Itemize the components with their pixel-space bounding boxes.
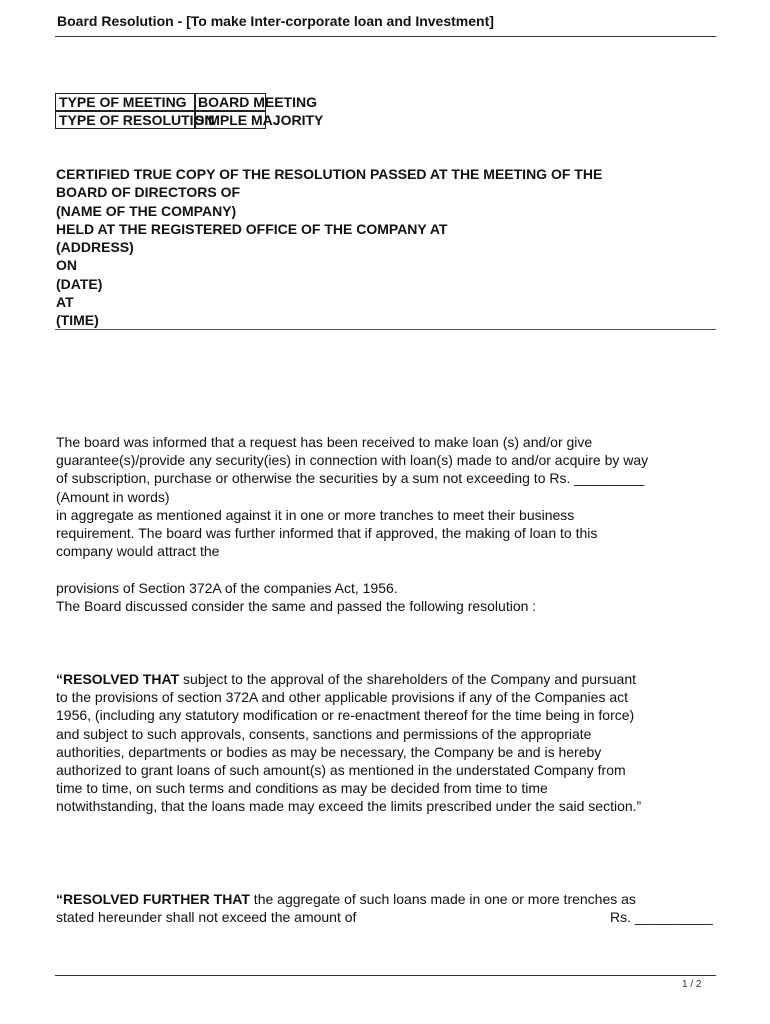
resolution-type-value: SIMPLE MAJORITY xyxy=(195,112,324,128)
paragraph-line: notwithstanding, that the loans made may exceed the limits prescribed under the said section.” xyxy=(56,798,642,815)
section-divider xyxy=(55,329,716,330)
certified-line: ON xyxy=(56,257,77,274)
date-placeholder: (DATE) xyxy=(56,275,103,292)
page-number: 1 / 2 xyxy=(682,979,702,990)
paragraph-line: in aggregate as mentioned against it in one or more tranches to meet their business xyxy=(56,506,575,523)
paragraph-line: to the provisions of section 372A and other applicable provisions if any of the Companies act xyxy=(56,689,629,706)
paragraph-line: of subscription, purchase or otherwise the securities by a sum not exceeding to Rs. _________ xyxy=(56,470,645,487)
amount-in-words-placeholder: (Amount in words) xyxy=(56,488,170,505)
paragraph-line: company would attract the xyxy=(56,543,220,560)
company-name-placeholder: (NAME OF THE COMPANY) xyxy=(56,202,237,219)
paragraph-line xyxy=(56,890,721,908)
meeting-type-value: BOARD MEETING xyxy=(198,94,317,110)
certified-copy-heading xyxy=(56,165,716,330)
certified-line: BOARD OF DIRECTORS OF xyxy=(56,184,241,201)
time-placeholder: (TIME) xyxy=(56,312,99,329)
footer-divider xyxy=(55,975,716,976)
paragraph-line: time to time, on such terms and conditions as may be decided from time to time xyxy=(56,780,548,797)
provisions-paragraph xyxy=(56,579,721,615)
paragraph-line: The Board discussed consider the same and passed the following resolution : xyxy=(56,598,537,615)
resolution-type-label: TYPE OF RESOLUTION xyxy=(59,112,215,128)
paragraph-line xyxy=(56,908,721,926)
resolved-that-lead: “RESOLVED THAT xyxy=(56,671,180,687)
paragraph-line: provisions of Section 372A of the companies Act, 1956. xyxy=(56,580,398,596)
resolved-further-paragraph xyxy=(56,890,721,926)
paragraph-text: subject to the approval of the shareholders of the Company and pursuant xyxy=(179,671,637,687)
paragraph-text: stated hereunder shall not exceed the amount of xyxy=(56,909,357,926)
meeting-type-label: TYPE OF MEETING xyxy=(59,94,187,110)
certified-line: HELD AT THE REGISTERED OFFICE OF THE COMPANY AT xyxy=(56,220,448,237)
header-divider xyxy=(55,36,716,37)
address-placeholder: (ADDRESS) xyxy=(56,239,134,256)
paragraph-text: the aggregate of such loans made in one or more trenches as xyxy=(249,891,636,907)
certified-line: CERTIFIED TRUE COPY OF THE RESOLUTION PASSED AT THE MEETING OF THE xyxy=(56,166,603,182)
amount-rs-blank: Rs. __________ xyxy=(610,909,713,926)
resolved-further-lead: “RESOLVED FURTHER THAT xyxy=(56,891,250,907)
paragraph-line: authorities, departments or bodies as may be necessary, the Company be and is hereby xyxy=(56,743,602,760)
paragraph-line xyxy=(56,670,721,688)
paragraph-line: and subject to such approvals, consents, sanctions and permissions of the appropriate xyxy=(56,725,592,742)
document-header-title: Board Resolution - [To make Inter-corporate loan and Investment] xyxy=(57,13,494,29)
board-informed-paragraph xyxy=(56,433,721,560)
paragraph-line: The board was informed that a request has been received to make loan (s) and/or give xyxy=(56,434,593,450)
resolved-that-paragraph xyxy=(56,670,721,816)
paragraph-line: guarantee(s)/provide any security(ies) in connection with loan(s) made to and/or acquire by way xyxy=(56,452,649,469)
certified-line: AT xyxy=(56,294,74,311)
paragraph-line: authorized to grant loans of such amount(s) as mentioned in the understated Company from xyxy=(56,762,626,779)
paragraph-line: 1956, (including any statutory modification or re-enactment thereof for the time being in force) xyxy=(56,707,635,724)
paragraph-line: requirement. The board was further informed that if approved, the making of loan to this xyxy=(56,525,598,542)
